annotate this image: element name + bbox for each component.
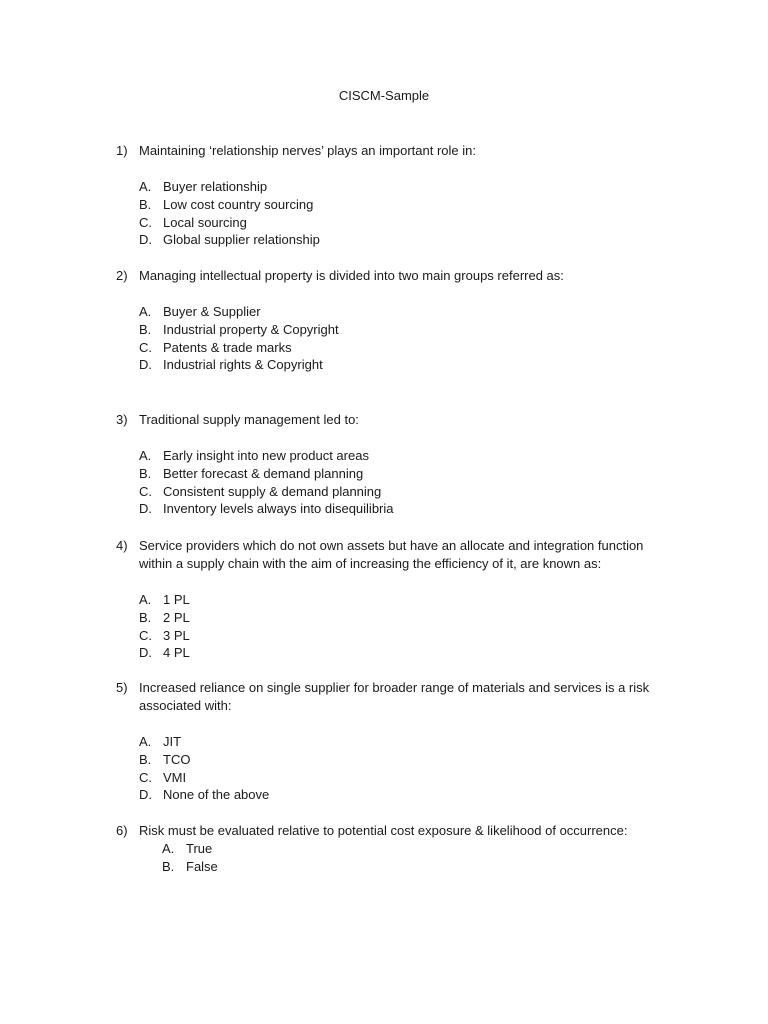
option-text: Local sourcing: [163, 214, 247, 230]
option-text: Industrial property & Copyright: [163, 321, 339, 337]
option: [116, 214, 676, 232]
option-letter: A.: [139, 448, 152, 463]
option: [116, 609, 676, 627]
option: [116, 356, 676, 374]
option-letter: D.: [139, 501, 152, 517]
option-text: False: [186, 858, 218, 874]
option: [116, 321, 676, 339]
option-text: Consistent supply & demand planning: [163, 483, 382, 499]
option-text: Buyer relationship: [163, 179, 268, 194]
option-list: [116, 733, 676, 804]
option-text: TCO: [163, 751, 191, 767]
option-text: Early insight into new product areas: [163, 448, 369, 463]
option: [116, 751, 676, 769]
option-text: 4 PL: [163, 645, 190, 661]
option-letter: B.: [139, 751, 152, 767]
option-letter: C.: [139, 483, 152, 499]
question-number: 5): [116, 680, 128, 695]
option: [116, 840, 676, 858]
option-letter: C.: [139, 769, 152, 785]
option: [116, 465, 676, 483]
option-letter: A.: [139, 592, 152, 607]
question-1: [116, 142, 676, 249]
option-text: Low cost country sourcing: [163, 196, 314, 212]
option-list: [116, 447, 676, 518]
option-letter: A.: [139, 179, 152, 194]
option-text: 3 PL: [163, 627, 190, 643]
option-letter: B.: [139, 609, 152, 625]
option: [116, 733, 676, 751]
option-text: Industrial rights & Copyright: [163, 357, 323, 373]
question-line: [116, 697, 676, 715]
question-text: Increased reliance on single supplier for broader range of materials and services is a risk: [139, 680, 650, 695]
option-list: [116, 591, 676, 662]
option: [116, 627, 676, 645]
question-number: 6): [116, 823, 128, 838]
question-6: [116, 822, 676, 876]
option: [116, 483, 676, 501]
question-line: [116, 142, 676, 160]
question-line: [116, 267, 676, 285]
option: [116, 500, 676, 518]
option-letter: A.: [139, 734, 152, 749]
document-title: CISCM-Sample: [338, 88, 430, 103]
option-text: Buyer & Supplier: [163, 304, 261, 319]
question-line: [116, 822, 676, 840]
option: [116, 178, 676, 196]
option-letter: A.: [139, 304, 152, 319]
option-text: Better forecast & demand planning: [163, 465, 364, 481]
question-text: within a supply chain with the aim of increasing the efficiency of it, are known as:: [139, 556, 602, 571]
option-list: [116, 178, 676, 249]
option-letter: C.: [139, 627, 152, 643]
question-text: associated with:: [139, 698, 232, 713]
option-list: [116, 840, 676, 876]
option-letter: C.: [139, 339, 152, 355]
question-3: [116, 411, 676, 518]
option: [116, 786, 676, 804]
option: [116, 644, 676, 662]
question-line: [116, 679, 676, 697]
option-letter: B.: [139, 465, 152, 481]
question-number: 2): [116, 268, 128, 283]
question-number: 3): [116, 412, 128, 427]
option-letter: D.: [139, 357, 152, 373]
option-text: 1 PL: [163, 592, 190, 607]
option-text: JIT: [163, 734, 182, 749]
option-letter: B.: [139, 196, 152, 212]
option-text: Patents & trade marks: [163, 339, 292, 355]
option-letter: B.: [139, 321, 152, 337]
question-text: Risk must be evaluated relative to potential cost exposure & likelihood of occurrence:: [139, 823, 628, 838]
option-text: Inventory levels always into disequilibria: [163, 501, 394, 517]
option-text: True: [186, 841, 213, 856]
question-2: [116, 267, 676, 374]
option-text: None of the above: [163, 787, 270, 803]
option-text: VMI: [163, 769, 187, 785]
question-text: Traditional supply management led to:: [139, 412, 359, 427]
option: [116, 769, 676, 787]
question-4: [116, 537, 676, 662]
option-list: [116, 303, 676, 374]
option-letter: D.: [139, 645, 152, 661]
question-line: [116, 411, 676, 429]
option-letter: D.: [139, 232, 152, 248]
option: [116, 447, 676, 465]
question-line: [116, 555, 676, 573]
question-text: Maintaining ‘relationship nerves’ plays an important role in:: [139, 143, 476, 158]
option-letter: C.: [139, 214, 152, 230]
question-5: [116, 679, 676, 804]
question-text: Service providers which do not own assets but have an allocate and integration function: [139, 538, 644, 553]
option-letter: A.: [162, 841, 175, 856]
option-letter: B.: [162, 858, 175, 874]
option: [116, 591, 676, 609]
option: [116, 196, 676, 214]
option-letter: D.: [139, 787, 152, 803]
option-text: Global supplier relationship: [163, 232, 320, 248]
option: [116, 303, 676, 321]
option: [116, 231, 676, 249]
question-line: [116, 537, 676, 555]
question-number: 1): [116, 143, 128, 158]
option-text: 2 PL: [163, 609, 190, 625]
option: [116, 858, 676, 876]
question-text: Managing intellectual property is divided into two main groups referred as:: [139, 268, 564, 283]
question-number: 4): [116, 538, 128, 553]
option: [116, 339, 676, 357]
